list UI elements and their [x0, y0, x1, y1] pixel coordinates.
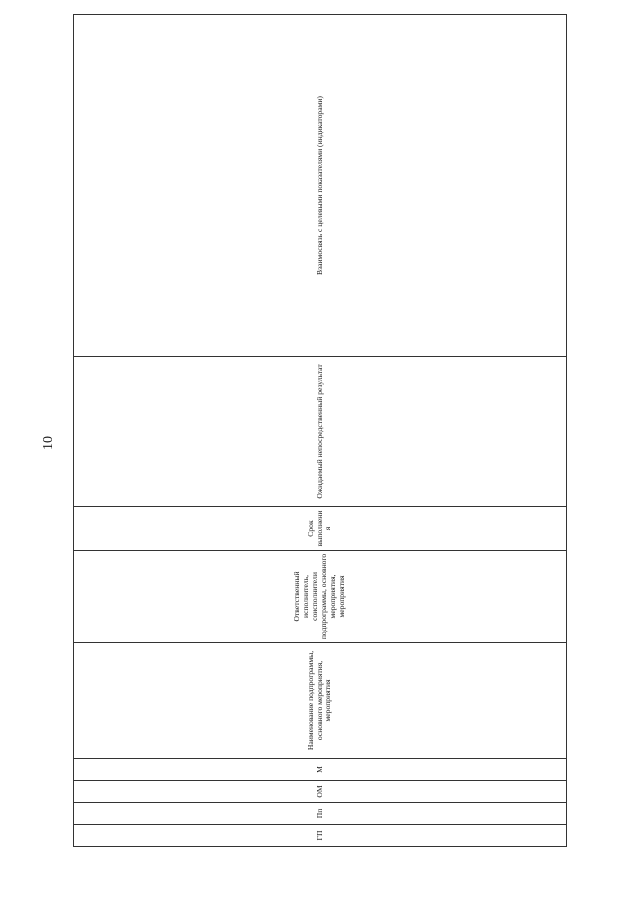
header-row — [74, 15, 567, 847]
header-link: Взаимосвязь с целевыми показателями (индикаторами) — [74, 15, 567, 357]
header-gp: ГП — [74, 825, 567, 847]
header-term: Срок выполнения — [74, 507, 567, 551]
header-m: М — [74, 759, 567, 781]
header-om: ОМ — [74, 781, 567, 803]
program-table — [73, 14, 567, 847]
header-executor: Ответственный исполнитель, соисполнители подпрограммы, основного мероприятия, мероприятия — [74, 551, 567, 643]
header-name: Наименование подпрограммы, основного мероприятия, мероприятия — [74, 643, 567, 759]
page-number: 10 — [41, 436, 56, 450]
header-result: Ожидаемый непосредственный результат — [74, 357, 567, 507]
rotated-sheet — [73, 15, 567, 847]
header-pp: Пп — [74, 803, 567, 825]
